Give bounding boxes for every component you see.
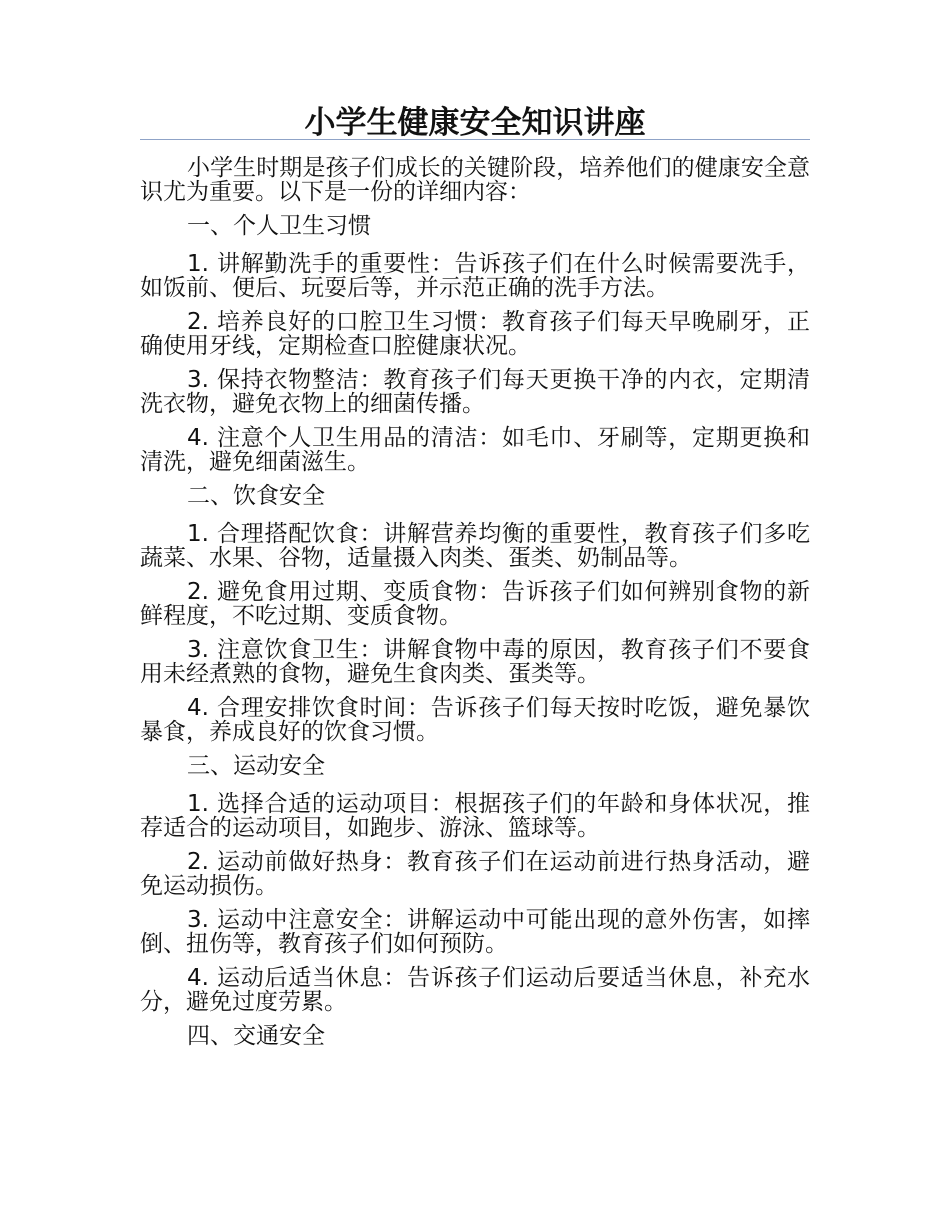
- section-heading: 二、饮食安全: [187, 483, 325, 509]
- list-item: 2. 培养良好的口腔卫生习惯：教育孩子们每天早晚刷牙，正确使用牙线，定期检查口腔健康状况。: [140, 309, 810, 359]
- section-heading: 四、交通安全: [187, 1023, 325, 1049]
- list-item: 2. 避免食用过期、变质食物：告诉孩子们如何辨别食物的新鲜程度，不吃过期、变质食物。: [140, 579, 810, 629]
- section-heading: 三、运动安全: [187, 753, 325, 779]
- page-title: 小学生健康安全知识讲座: [304, 105, 646, 141]
- list-item: 2. 运动前做好热身：教育孩子们在运动前进行热身活动，避免运动损伤。: [140, 849, 810, 899]
- list-item: 4. 运动后适当休息：告诉孩子们运动后要适当休息，补充水分，避免过度劳累。: [140, 965, 810, 1015]
- list-item: 3. 运动中注意安全：讲解运动中可能出现的意外伤害，如摔倒、扭伤等，教育孩子们如何预防。: [140, 907, 810, 957]
- intro-paragraph: 小学生时期是孩子们成长的关键阶段，培养他们的健康安全意识尤为重要。以下是一份的详细内容：: [140, 155, 810, 205]
- section-heading: 一、个人卫生习惯: [187, 213, 371, 239]
- list-item: 1. 讲解勤洗手的重要性：告诉孩子们在什么时候需要洗手，如饭前、便后、玩耍后等，并示范正确的洗手方法。: [140, 251, 810, 301]
- list-item: 1. 合理搭配饮食：讲解营养均衡的重要性，教育孩子们多吃蔬菜、水果、谷物，适量摄入肉类、蛋类、奶制品等。: [140, 521, 810, 571]
- title-underline: [140, 139, 810, 140]
- document-body: [140, 156, 810, 1062]
- list-item: 3. 注意饮食卫生：讲解食物中毒的原因，教育孩子们不要食用未经煮熟的食物，避免生食肉类、蛋类等。: [140, 637, 810, 687]
- list-item: 4. 合理安排饮食时间：告诉孩子们每天按时吃饭，避免暴饮暴食，养成良好的饮食习惯。: [140, 695, 810, 745]
- list-item: 3. 保持衣物整洁：教育孩子们每天更换干净的内衣，定期清洗衣物，避免衣物上的细菌传播。: [140, 367, 810, 417]
- list-item: 4. 注意个人卫生用品的清洁：如毛巾、牙刷等，定期更换和清洗，避免细菌滋生。: [140, 425, 810, 475]
- list-item: 1. 选择合适的运动项目：根据孩子们的年龄和身体状况，推荐适合的运动项目，如跑步、游泳、篮球等。: [140, 791, 810, 841]
